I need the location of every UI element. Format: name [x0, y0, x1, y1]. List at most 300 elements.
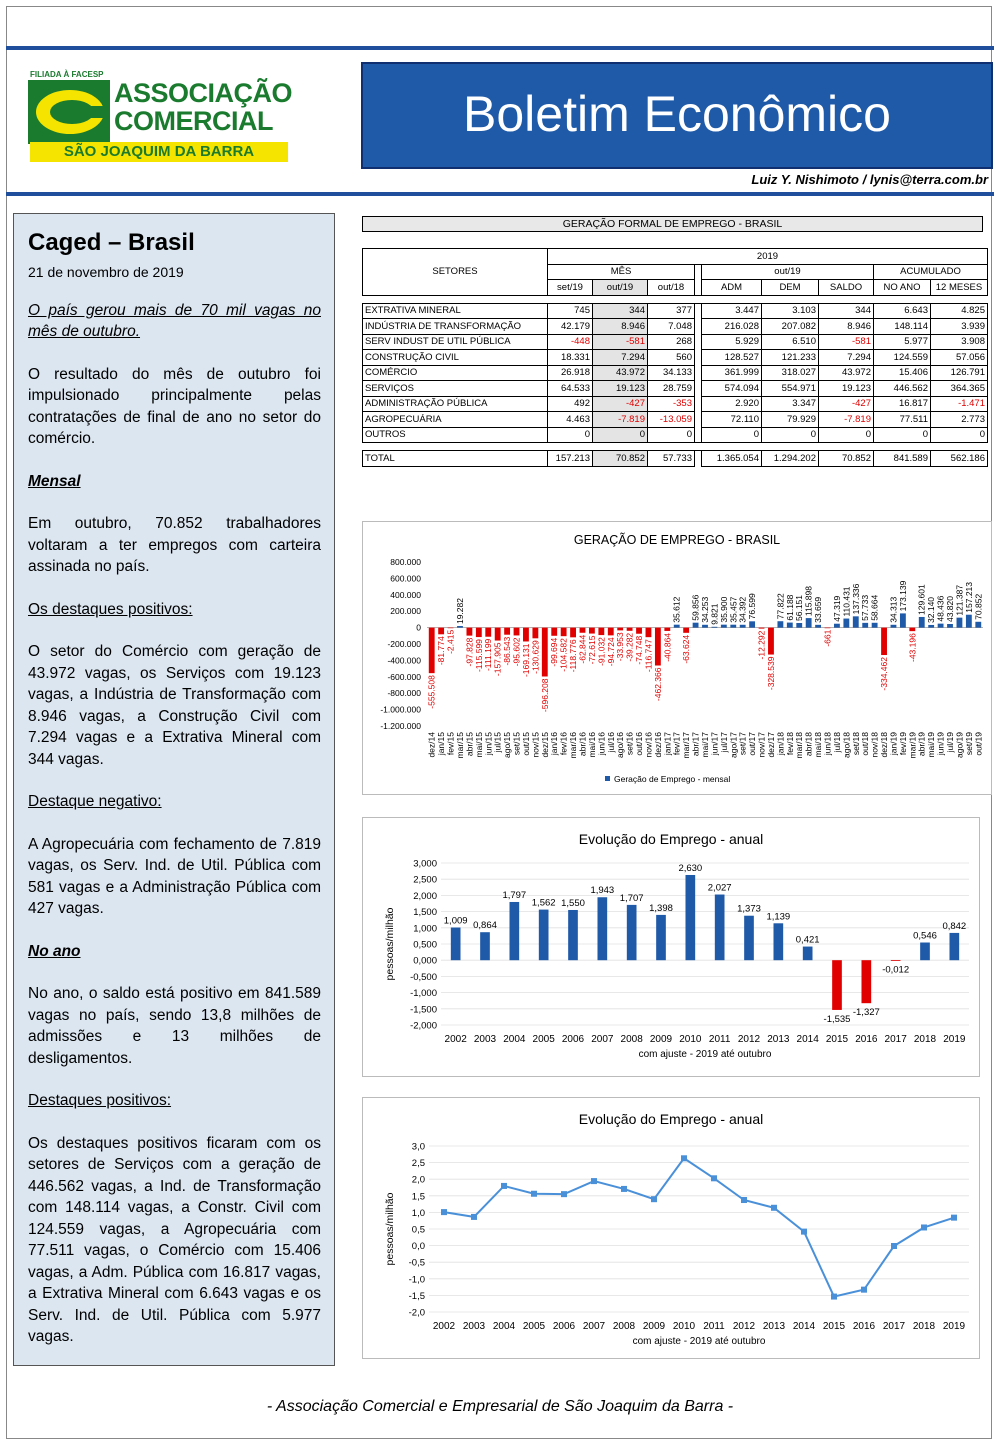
sector-label: SERV INDUST DE UTIL PÚBLICA — [363, 334, 548, 350]
table-cell: 42.179 — [548, 319, 593, 335]
table-cell: 492 — [548, 396, 593, 412]
table-cell: -427 — [593, 396, 648, 412]
table-cell: 0 — [762, 427, 819, 443]
bar — [853, 616, 859, 627]
x-tick-label: jan/16 — [549, 732, 560, 756]
y-tick-label: 1,000 — [413, 923, 437, 935]
data-label: -33.953 — [615, 632, 626, 662]
article-title: Caged – Brasil — [28, 229, 195, 256]
data-label: 157.213 — [963, 581, 974, 613]
x-tick-label: 2018 — [913, 1034, 937, 1045]
x-tick-label: 2019 — [943, 1034, 966, 1045]
table-cell: 3.447 — [702, 303, 762, 319]
bar — [806, 618, 812, 628]
x-tick-label: 2014 — [796, 1034, 819, 1045]
bar — [928, 625, 934, 628]
setores-header: SETORES — [363, 249, 548, 296]
x-tick-label: nov/17 — [756, 732, 767, 758]
data-label: -95.602 — [511, 637, 522, 667]
bar — [796, 623, 802, 628]
data-point — [651, 1196, 657, 1202]
x-tick-label: mai/16 — [586, 732, 597, 758]
x-tick-label: 2016 — [855, 1034, 878, 1045]
table-row — [363, 319, 988, 335]
table-cell: 2.920 — [702, 396, 762, 412]
x-tick-label: 2019 — [942, 1321, 966, 1332]
data-label: -111.199 — [483, 638, 494, 672]
data-label: 32.140 — [926, 596, 937, 623]
x-tick-label: dez/17 — [765, 732, 776, 758]
table-cell: 377 — [648, 303, 695, 319]
x-tick-label: jun/16 — [596, 732, 607, 756]
data-label: 173.139 — [897, 580, 908, 612]
data-label: 1,398 — [649, 902, 673, 914]
table-cell: 3.939 — [931, 319, 988, 335]
table-cell: 7.294 — [593, 350, 648, 366]
y-tick-label: -800.000 — [387, 688, 421, 699]
data-point — [501, 1183, 507, 1189]
x-tick-label: nov/18 — [869, 732, 880, 758]
data-point — [681, 1155, 687, 1161]
x-tick-label: mar/17 — [681, 732, 692, 759]
bar — [759, 628, 765, 629]
table-cell: 0 — [593, 427, 648, 443]
sector-label: TOTAL — [363, 451, 548, 467]
table-cell: 121.233 — [762, 350, 819, 366]
employment-table — [362, 248, 988, 467]
data-label: -63.624 — [681, 634, 692, 664]
column-header: out/18 — [648, 280, 695, 296]
chart-title: Evolução do Emprego - anual — [578, 831, 764, 847]
bar — [589, 628, 595, 634]
bar — [636, 628, 642, 634]
x-tick-label: set/16 — [624, 732, 635, 756]
data-label: 34.392 — [737, 596, 748, 623]
y-tick-label: 2,0 — [411, 1174, 425, 1186]
x-tick-label: fev/19 — [897, 732, 908, 756]
x-tick-label: ago/18 — [841, 732, 852, 758]
bar — [646, 628, 652, 638]
table-cell: 5.977 — [874, 334, 931, 350]
data-label: 47.319 — [831, 595, 842, 622]
x-tick-label: 2018 — [912, 1321, 936, 1332]
chart-title: GERAÇÃO DE EMPREGO - BRASIL — [573, 533, 781, 547]
data-label: 48.436 — [935, 595, 946, 622]
column-header: DEM — [762, 280, 819, 296]
x-tick-label: 2013 — [767, 1034, 790, 1045]
header-rule — [6, 192, 994, 196]
table-cell: 70.852 — [819, 451, 874, 467]
x-tick-label: 2007 — [591, 1034, 614, 1045]
x-tick-label: jun/19 — [935, 732, 946, 756]
x-tick-label: 2013 — [762, 1321, 786, 1332]
table-cell: 7.294 — [819, 350, 874, 366]
bar — [777, 621, 783, 627]
table-cell: 64.533 — [548, 381, 593, 397]
data-label: -555.508 — [426, 675, 437, 709]
y-tick-label: 3,0 — [411, 1141, 425, 1153]
table-cell: 77.511 — [874, 412, 931, 428]
data-point — [951, 1215, 957, 1221]
x-tick-label: jun/17 — [709, 732, 720, 756]
sector-label: ADMINISTRAÇÃO PÚBLICA — [363, 396, 548, 412]
table-cell: 8.946 — [819, 319, 874, 335]
bar — [957, 618, 963, 628]
legend-label: Geração de Emprego - mensal — [614, 774, 731, 784]
data-point — [531, 1191, 537, 1197]
table-cell: 344 — [593, 303, 648, 319]
y-tick-label: -0,500 — [410, 971, 437, 983]
table-cell: 18.331 — [548, 350, 593, 366]
table-cell: 43.972 — [593, 365, 648, 381]
data-point — [771, 1205, 777, 1211]
x-tick-label: 2009 — [642, 1321, 666, 1332]
y-tick-label: 1,0 — [411, 1207, 425, 1219]
y-tick-label: -2,000 — [410, 1020, 437, 1032]
table-cell: 0 — [702, 427, 762, 443]
data-label: 1,373 — [737, 903, 761, 915]
bar — [730, 625, 736, 628]
x-tick-label: out/19 — [973, 732, 984, 756]
x-tick-label: out/18 — [860, 732, 871, 756]
x-tick-label: 2010 — [679, 1034, 702, 1045]
sector-label: INDÚSTRIA DE TRANSFORMAÇÃO — [363, 319, 548, 335]
monthly-chart-svg — [363, 522, 991, 794]
y-tick-label: 0,5 — [411, 1224, 425, 1236]
bar — [744, 916, 754, 960]
x-tick-label: mai/15 — [473, 732, 484, 758]
x-tick-label: 2005 — [532, 1034, 555, 1045]
x-tick-label: dez/15 — [539, 732, 550, 758]
data-label: -157.905 — [492, 642, 503, 677]
table-row — [363, 381, 988, 397]
sector-label: COMÉRCIO — [363, 365, 548, 381]
table-cell: 19.123 — [819, 381, 874, 397]
x-tick-label: ago/16 — [615, 732, 626, 758]
y-tick-label: 600.000 — [390, 573, 421, 584]
bar — [768, 628, 774, 655]
y-tick-label: -1.200.000 — [380, 721, 421, 731]
table-cell: 43.972 — [819, 365, 874, 381]
y-tick-label: 0 — [416, 622, 421, 633]
data-label: 1,707 — [619, 892, 644, 904]
y-tick-label: 2,5 — [411, 1158, 425, 1170]
data-point — [711, 1175, 717, 1181]
table-cell: 126.791 — [931, 365, 988, 381]
author-credit: Luiz Y. Nishimoto / lynis@terra.com.br — [751, 172, 988, 187]
data-label: 9.821 — [709, 603, 720, 625]
x-tick-label: out/17 — [747, 732, 758, 756]
table-cell: 8.946 — [593, 319, 648, 335]
annual-bar-chart-svg — [363, 818, 979, 1076]
data-point — [561, 1191, 567, 1197]
table-cell: 318.027 — [762, 365, 819, 381]
bar — [825, 628, 831, 629]
data-label: -116.747 — [643, 639, 654, 673]
data-label: 110.431 — [841, 586, 852, 617]
bar — [900, 613, 906, 627]
table-cell: 446.562 — [874, 381, 931, 397]
data-label: -0,012 — [882, 964, 910, 976]
y-tick-label: 800.000 — [390, 557, 421, 567]
x-tick-label: 2010 — [672, 1321, 696, 1332]
bar — [721, 625, 727, 628]
bar — [514, 628, 520, 636]
x-tick-label: abr/18 — [803, 732, 814, 757]
acumulado-header: ACUMULADO — [874, 264, 988, 280]
table-cell: 57.056 — [931, 350, 988, 366]
x-tick-label: out/15 — [520, 732, 531, 756]
bar — [457, 626, 463, 628]
y-tick-label: 0,500 — [413, 939, 437, 951]
bar — [476, 628, 482, 637]
bar — [693, 623, 699, 628]
data-label: -94.724 — [605, 637, 616, 667]
bar — [815, 625, 821, 628]
bar — [598, 628, 604, 635]
chart-title: Evolução do Emprego - anual — [578, 1111, 764, 1127]
data-label: 57.733 — [860, 594, 871, 621]
table-cell: -1.471 — [931, 396, 988, 412]
bar — [740, 625, 746, 628]
data-label: -74.748 — [634, 635, 645, 665]
x-tick-label: set/18 — [850, 732, 861, 756]
y-tick-label: -1,500 — [410, 1004, 437, 1016]
table-cell: -13.059 — [648, 412, 695, 428]
data-label: 129.601 — [916, 584, 927, 615]
y-axis-label: pessoas/milhão — [384, 907, 396, 981]
x-tick-label: abr/19 — [916, 732, 927, 757]
data-label: 19.282 — [454, 598, 465, 625]
bar — [862, 623, 868, 628]
x-tick-label: ago/15 — [502, 732, 513, 758]
table-cell: 745 — [548, 303, 593, 319]
table-cell: 0 — [874, 427, 931, 443]
table-cell: 79.929 — [762, 412, 819, 428]
x-tick-label: 2017 — [884, 1034, 907, 1045]
year-header: 2019 — [548, 249, 988, 265]
table-cell: 2.773 — [931, 412, 988, 428]
x-tick-label: set/15 — [511, 732, 522, 756]
x-tick-label: 2006 — [552, 1321, 576, 1332]
bar — [861, 960, 871, 1003]
x-tick-label: 2008 — [620, 1034, 643, 1045]
bar — [685, 875, 695, 960]
bar — [919, 617, 925, 628]
table-cell: 562.186 — [931, 451, 988, 467]
table-row — [363, 365, 988, 381]
table-cell: 148.114 — [874, 319, 931, 335]
x-tick-label: 2014 — [792, 1321, 816, 1332]
data-label: 56.151 — [794, 594, 805, 621]
bar — [843, 619, 849, 628]
x-tick-label: abr/17 — [690, 732, 701, 757]
data-label: -661 — [822, 629, 833, 647]
x-tick-label: fev/17 — [671, 732, 682, 756]
table-row — [363, 427, 988, 443]
data-label: 35.612 — [671, 596, 682, 623]
table-cell: 364.365 — [931, 381, 988, 397]
bar — [702, 625, 708, 628]
legend-swatch — [605, 776, 610, 781]
x-axis-label: com ajuste - 2019 até outubro — [632, 1336, 766, 1347]
data-label: 61.188 — [784, 594, 795, 621]
data-label: 33.659 — [813, 596, 824, 623]
x-tick-label: nov/16 — [643, 732, 654, 758]
y-tick-label: 1,500 — [413, 907, 437, 919]
bar — [480, 932, 490, 960]
association-logo — [28, 70, 293, 162]
logo-line-2: COMERCIAL — [114, 106, 273, 136]
table-cell: 6.643 — [874, 303, 931, 319]
y-tick-label: -1,5 — [408, 1290, 425, 1302]
table-cell: 361.999 — [702, 365, 762, 381]
bar — [787, 623, 793, 628]
bar — [881, 628, 887, 655]
table-cell: -7.819 — [819, 412, 874, 428]
table-cell: 1.294.202 — [762, 451, 819, 467]
x-tick-label: jan/19 — [888, 732, 899, 756]
bar — [429, 628, 435, 674]
bar — [451, 928, 461, 961]
table-cell: 72.110 — [702, 412, 762, 428]
data-point — [471, 1214, 477, 1220]
y-tick-label: -1,0 — [408, 1274, 425, 1286]
bar — [561, 628, 567, 637]
bar — [674, 625, 680, 628]
table-cell: 70.852 — [593, 451, 648, 467]
x-tick-label: jul/16 — [605, 732, 616, 753]
bar — [712, 627, 718, 628]
data-label: 35.900 — [718, 596, 729, 623]
data-label: 34.253 — [700, 596, 710, 623]
x-tick-label: ago/17 — [728, 732, 739, 758]
data-point — [921, 1224, 927, 1230]
data-label: 0,842 — [942, 920, 967, 932]
annual-line-chart-svg — [363, 1098, 979, 1358]
table-cell: 4.463 — [548, 412, 593, 428]
table-cell: 6.510 — [762, 334, 819, 350]
table-cell: 0 — [648, 427, 695, 443]
x-tick-label: 2015 — [822, 1321, 846, 1332]
bar — [466, 628, 472, 636]
section-text-year: No ano, o saldo está positivo em 841.589 vagas no país, sendo 13,8 milhões de admissões e 13 milhões de desligamentos. — [28, 985, 321, 1067]
data-point — [891, 1243, 897, 1249]
bar — [832, 960, 842, 1010]
annual-bar-chart — [362, 817, 980, 1077]
table-row — [363, 334, 988, 350]
table-cell: 28.759 — [648, 381, 695, 397]
table-cell: 268 — [648, 334, 695, 350]
section-head-year: No ano — [28, 942, 81, 960]
bar — [485, 628, 491, 637]
data-label: 2,630 — [678, 862, 703, 874]
top-rule — [6, 46, 994, 50]
data-label: -81.774 — [436, 636, 447, 666]
table-cell: 26.918 — [548, 365, 593, 381]
bar — [532, 628, 538, 639]
logo-line-1: ASSOCIAÇÃO — [114, 78, 293, 108]
bar — [749, 621, 755, 627]
x-tick-label: dez/16 — [652, 732, 663, 758]
x-tick-label: mai/19 — [926, 732, 937, 758]
y-tick-label: 200.000 — [390, 606, 421, 617]
x-tick-label: fev/15 — [445, 732, 456, 756]
bar — [551, 628, 557, 636]
data-label: 1,550 — [561, 897, 585, 909]
x-tick-label: 2011 — [703, 1321, 725, 1332]
table-cell: 34.133 — [648, 365, 695, 381]
x-tick-label: abr/15 — [464, 732, 475, 757]
x-tick-label: 2007 — [582, 1321, 606, 1332]
bar — [627, 628, 633, 631]
table-cell: 207.082 — [762, 319, 819, 335]
data-label: 1,797 — [502, 889, 527, 901]
x-tick-label: mar/15 — [454, 732, 465, 759]
section-head-negative: Destaque negativo: — [28, 793, 162, 810]
annual-line-chart — [362, 1097, 980, 1359]
x-tick-label: mai/17 — [700, 732, 710, 758]
data-label: 1,009 — [443, 915, 468, 927]
table-cell: 1.365.054 — [702, 451, 762, 467]
table-cell: 841.589 — [874, 451, 931, 467]
data-label: 35.457 — [728, 596, 739, 623]
column-header: ADM — [702, 280, 762, 296]
x-tick-label: jul/15 — [492, 732, 503, 753]
y-tick-label: -2,0 — [408, 1307, 425, 1319]
table-cell: 216.028 — [702, 319, 762, 335]
logo-city: SÃO JOAQUIM DA BARRA — [30, 142, 288, 162]
bar — [834, 624, 840, 628]
article-intro: O resultado do mês de outubro foi impulsionado principalmente pelas contratações de final de ano no setor do comércio. — [28, 365, 321, 447]
table-cell: 15.406 — [874, 365, 931, 381]
bar — [891, 625, 897, 628]
section-text-negative: A Agropecuária com fechamento de 7.819 vagas, os Serv. Ind. de Util. Pública com 581 vagas e a Administração Pública com 427 vagas. — [28, 835, 321, 917]
data-point — [591, 1178, 597, 1184]
data-label: 77.822 — [775, 593, 786, 620]
bar — [975, 622, 981, 628]
footer-text: - Associação Comercial e Empresarial de São Joaquim da Barra - — [266, 1398, 734, 1415]
bar — [568, 910, 578, 960]
table-cell: 19.123 — [593, 381, 648, 397]
table-cell: 4.825 — [931, 303, 988, 319]
bar — [495, 628, 501, 641]
data-label: -104.582 — [558, 638, 569, 672]
table-cell: 574.094 — [702, 381, 762, 397]
table-row — [363, 412, 988, 428]
column-header: set/19 — [548, 280, 593, 296]
section-head-mensal: Mensal — [28, 472, 81, 490]
x-tick-label: fev/16 — [558, 732, 569, 756]
data-label: 121.387 — [954, 584, 965, 616]
x-tick-label: 2003 — [462, 1321, 486, 1332]
x-tick-label: 2009 — [649, 1034, 673, 1045]
bar — [509, 902, 519, 960]
bar — [683, 628, 689, 633]
table-cell: 0 — [819, 427, 874, 443]
bar — [627, 905, 637, 960]
table-row — [363, 350, 988, 366]
bar — [504, 628, 510, 635]
x-tick-label: 2003 — [473, 1034, 497, 1045]
bar — [803, 947, 813, 961]
bar — [438, 628, 444, 635]
table-cell: 344 — [819, 303, 874, 319]
y-tick-label: 400.000 — [390, 589, 421, 600]
x-tick-label: 2004 — [492, 1321, 516, 1332]
data-label: 2,027 — [707, 882, 732, 894]
data-point — [861, 1287, 867, 1293]
